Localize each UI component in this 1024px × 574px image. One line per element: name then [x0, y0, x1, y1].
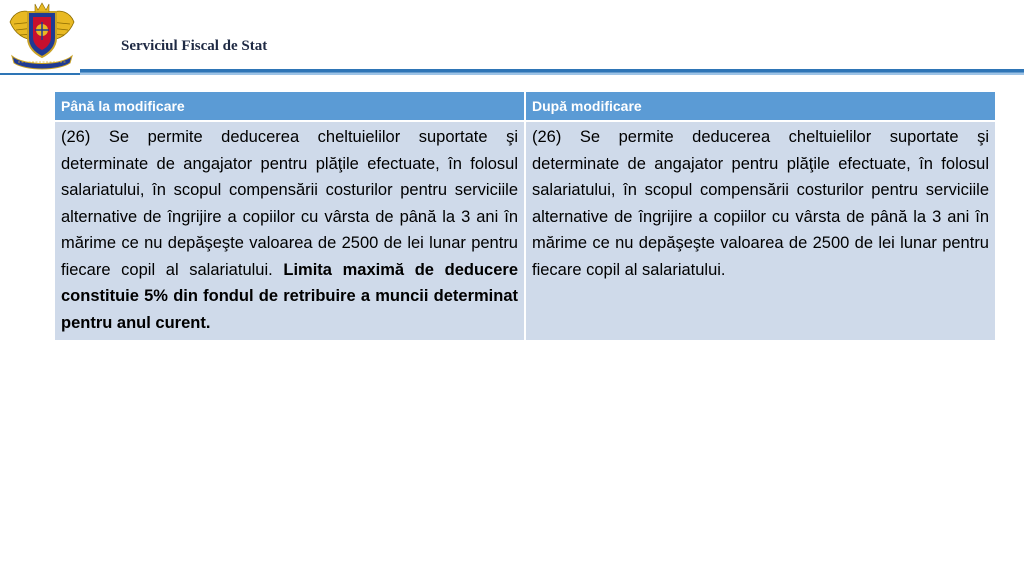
- cell-after-modification: [525, 121, 995, 340]
- cell-before-modification: [55, 121, 525, 340]
- comparison-table: [55, 92, 995, 340]
- before-text: (26) Se permite deducerea cheltuielilor suportate şi determinate de angajator pentru plăţile efectuate, în folosul salariatului, în scopul compensării costurilor pentru serviciile alternative de îngrijire a copiilor cu vârsta de până la 3 ani în mărime ce nu depăşeşte valoarea de 2500 de lei lunar pentru fiecare copil al salariatului.: [61, 128, 518, 279]
- coat-of-arms-emblem-icon: [4, 0, 80, 74]
- organization-name: Serviciul Fiscal de Stat: [121, 38, 268, 54]
- table-header-row: [55, 92, 995, 121]
- header-divider: [80, 69, 1024, 75]
- column-header-before: Până la modificare: [55, 92, 525, 121]
- before-bold-text: Limita maximă de deducere constituie 5% din fondul de retribuire a muncii determinat pentru anul curent.: [61, 260, 518, 332]
- column-header-after: După modificare: [525, 92, 995, 121]
- after-text: (26) Se permite deducerea cheltuielilor suportate şi determinate de angajator pentru plăţile efectuate, în folosul salariatului, în scopul compensării costurilor pentru serviciile alternative de îngrijire a copiilor cu vârsta de până la 3 ani în mărime ce nu depăşeşte valoarea de 2500 de lei lunar pentru fiecare copil al salariatului.: [532, 128, 989, 279]
- header-divider-left: [0, 73, 80, 75]
- table-row: [55, 121, 995, 340]
